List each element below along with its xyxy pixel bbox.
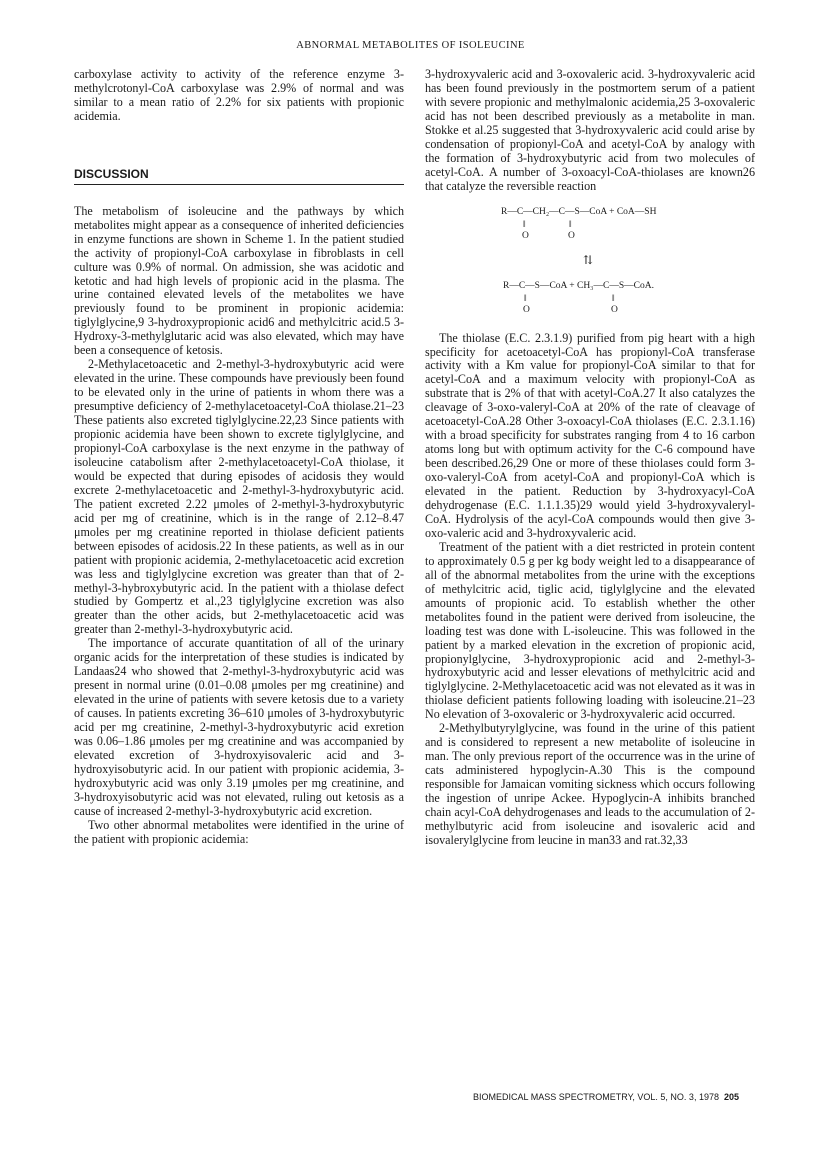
paragraph: The thiolase (E.C. 2.3.1.9) purified from pig heart with a high specificity for acetoacetyl-CoA has propionyl-CoA transferase activity with a Km value for propionyl-CoA similar to that for acetyl-CoA and a maximum velocity with propionyl-CoA as substrate that is 2% of that with acetyl-CoA.27 It also catalyzes the cleavage of 3-oxo-valeryl-CoA at 20% of the rate of cleavage of acetoacetyl-CoA.28 Other 3-oxoacyl-CoA thiolases (E.C. 2.3.1.16) with a broad specificity for substrates ranging from 4 to 16 carbon atoms long but with optimum activity for the C-6 compound have been described.26,29 One or more of these thiolases could form 3-oxo-valeryl-CoA from acetyl-CoA and propionyl-CoA which is elevated in the patient. Reduction by 3-hydroxyacyl-CoA dehydrogenase (E.C. 1.1.1.35)29 would yield 3-hydroxyvaleryl-CoA. Hydrolysis of the acyl-CoA compounds would then give 3-oxo-valeric acid and 3-hydroxyvaleric acid. xyxy=(425,330,755,540)
paragraph: Two other abnormal metabolites were identified in the urine of the patient with propionic acidemia: xyxy=(74,817,404,846)
double-bond: ‖ xyxy=(569,219,572,230)
equilibrium-arrows: ⇅ xyxy=(583,252,594,267)
oxygen-label: O xyxy=(611,304,618,315)
section-heading: DISCUSSION xyxy=(74,168,404,185)
right-column xyxy=(425,68,755,848)
paragraph: Treatment of the patient with a diet restricted in protein content to approximately 0.5 g per kg body weight led to a disappearance of all of the abnormal metabolites from the urine with the exceptions of methylcitric acid, tiglic acid, tiglylglycine and the elevated amounts of propionic acid. To establish whether the other metabolites found in the patient were derived from isoleucine, the loading test was done with L-isoleucine. This was followed in the patient by a marked elevation in the excretion of propionic acid, propionylglycine, 3-hydroxypropionic acid and 2-methyl-3-hydroxybutyric acid and lesser elevations of methylcitric acid and tiglylglycine. 2-Methylacetoacetic acid was not elevated as it was in thiolase deficient patients following loading with isoleucine.21–23 No elevation of 3-oxovaleric or 3-hydroxyvaleric acid occurred. xyxy=(425,539,755,722)
oxygen-label: O xyxy=(568,230,575,241)
paragraph: carboxylase activity to activity of the reference enzyme 3-methylcrotonyl-CoA carboxylase was 2.9% of normal and was similar to a mean ratio of 2.2% for six patients with propionic acidemia. xyxy=(74,67,404,123)
left-column xyxy=(74,68,404,847)
double-bond: ‖ xyxy=(523,219,526,230)
paragraph: 2-Methylbutyrylglycine, was found in the urine of this patient and is considered to represent a new metabolite of isoleucine in man. The only previous report of the occurrence was in the urine of cats administered hypoglycin-A.30 This is the compound responsible for Jamaican vomiting sickness which occurs following the ingestion of unripe Ackee. Hypoglycin-A inhibits branched chain acyl-CoA dehydrogenases and leads to the accumulation of 2-methylbutyric acid from isoleucine and isovaleric acid and isovalerylglycine from leucine in man33 and rat.32,33 xyxy=(425,721,755,847)
reaction-scheme xyxy=(425,202,755,320)
double-bond: ‖ xyxy=(524,293,527,304)
page-footer xyxy=(473,1092,739,1102)
paragraph: The metabolism of isoleucine and the pathways by which metabolites might appear as a consequence of inherited deficiencies in enzyme functions are shown in Scheme 1. In the patient studied the activity of propionyl-CoA carboxylase in fibroblasts in cell culture was 0.9% of normal. On admission, she was acidotic and ketotic and had high levels of propionic acid in the plasma. The urine contained elevated levels of the metabolites we have previously found to be prominent in propionic acidemia: tiglylglycine,9 3-hydroxypropionic acid6 and methylcitric acid.5 3-Hydroxy-3-methylglutaric acid was also elevated, which may have been a consequence of ketosis. xyxy=(74,203,404,358)
paragraph: 3-hydroxyvaleric acid and 3-oxovaleric acid. 3-hydroxyvaleric acid has been found previously in the postmortem serum of a patient with severe propionic and methylmalonic acidemia,25 3-oxovaleric acid has not been described previously as a metabolite in man. Stokke et al.25 suggested that 3-hydroxyvaleric acid could arise by condensation of propionyl-CoA and acetyl-CoA by analogy with the formation of 3-hydroxybutyric acid from two molecules of acetyl-CoA. A number of 3-oxoacyl-CoA-thiolases are known26 that catalyze the reversible reaction xyxy=(425,67,755,193)
oxygen-label: O xyxy=(523,304,530,315)
reaction-line-2: R—C—S—CoA + CH₃—C—S—CoA. xyxy=(503,280,654,291)
journal-citation: BIOMEDICAL MASS SPECTROMETRY, VOL. 5, NO. 3, 1978 xyxy=(473,1092,719,1102)
oxygen-label: O xyxy=(522,230,529,241)
running-head: ABNORMAL METABOLITES OF ISOLEUCINE xyxy=(296,40,525,51)
page-number: 205 xyxy=(723,1092,739,1102)
reaction-line-1: R—C—CH₂—C—S—CoA + CoA—SH xyxy=(501,206,657,217)
paragraph: The importance of accurate quantitation of all of the urinary organic acids for the interpretation of these studies is indicated by Landaas24 who showed that 2-methyl-3-hydroxybutyric acid was present in normal urine (0.01–0.08 μmoles per mg creatinine) and elevated in the urine of patients with severe ketosis due to a variety of causes. In patients excreting 36–610 μmoles of 3-hydroxybutyric acid per mg creatinine, 2-methyl-3-hydroxybutyric acid exretion was 0.06–1.86 μmoles per mg creatinine and was accompanied by elevated excretion of 3-hydroxyisovaleric acid and 3-hydroxyisobutyric acid. In our patient with propionic acidemia, 3-hydroxybutyric acid was only 3.19 μmoles per mg creatinine, and 3-hydroxyisobutyric acid was not elevated, ruling out ketosis as a cause of increased 2-methyl-3-hydroxybutyric acid excretion. xyxy=(74,636,404,818)
double-bond: ‖ xyxy=(612,293,615,304)
paragraph: 2-Methylacetoacetic and 2-methyl-3-hydroxybutyric acid were elevated in the urine. These compounds have previously been found to be elevated only in the urine of patients in whom there was a presumptive deficiency of 2-methylacetoacetyl-CoA thiolase.21–23 These patients also excreted tiglylglycine.22,23 Since patients with propionic acidemia have been shown to excrete tiglylglycine, and propionyl-CoA carboxylase is the next enzyme in the pathway of isoleucine catabolism after 2-methylacetoacetyl-CoA thiolase, it would be expected that during episodes of acidosis they would excrete 2-methylacetoacetic and 2-methyl-3-hydroxybutyric acid. The patient excreted 2.22 μmoles of 2-methyl-3-hydroxybutyric acid per mg of creatinine, which is in the range of 2.12–8.47 μmoles per mg creatinine reported in thiolase deficient patients between episodes of acidosis.22 In these patients, as well as in our patient with propionic acidemia, 2-methylacetoacetic acid excretion was less and tiglylglycine excretion was greater than that of 2-methyl-3-hybroxybutyric acid. In the patient with a thiolase defect studied by Gompertz et al.,23 tiglylglycine excretion was also greater than the other acids, but 2-methylacetoacetic acid was greater than 2-methyl-3-hydroxybutyric acid. xyxy=(74,357,404,637)
